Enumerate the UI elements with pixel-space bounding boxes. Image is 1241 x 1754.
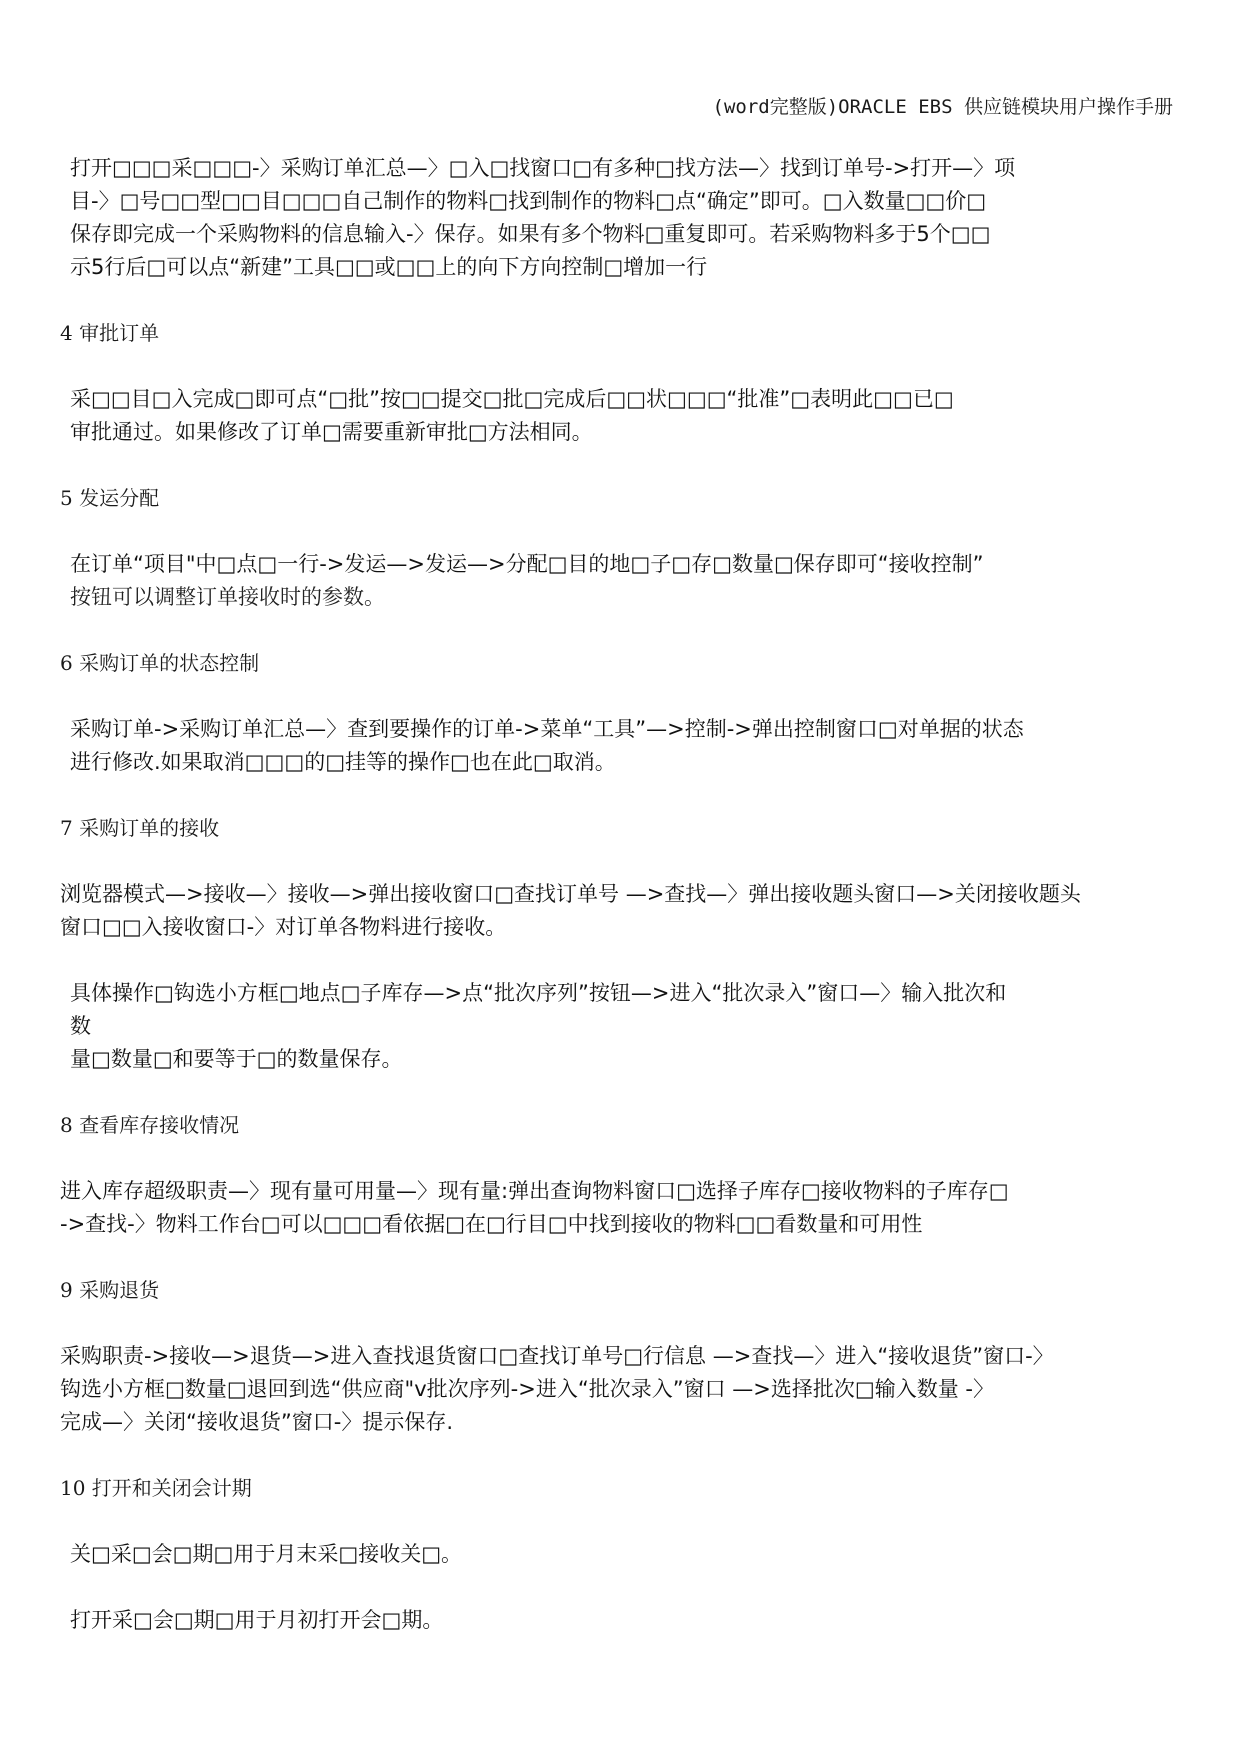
text-line: 进行修改.如果取消□□□的□挂等的操作□也在此□取消。 [70,750,616,774]
intro-paragraph [60,152,1180,284]
text-line: 关□采□会□期□用于月末采□接收关□。 [70,1542,463,1566]
text-line: 钩选小方框□数量□退回到选“供应商"v批次序列->进入“批次录入”窗口 —>选择批次□输入数量 -〉 [60,1377,994,1401]
document-body [60,152,1180,1670]
text-line: ->查找-〉物料工作台□可以□□□看依据□在□行目□中找到接收的物料□□看数量和可用性 [60,1212,923,1236]
text-line: 按钮可以调整订单接收时的参数。 [70,585,385,609]
text-line: 采购订单->采购订单汇总—〉查到要操作的订单->菜单“工具”—>控制->弹出控制窗口□对单据的状态 [70,717,1024,741]
text-line: 窗口□□入接收窗口-〉对订单各物料进行接收。 [60,915,507,939]
section-paragraph [60,1538,1180,1571]
section-paragraph [60,548,1180,614]
section-heading: 9 采购退货 [60,1278,160,1302]
section-heading: 5 发运分配 [60,486,160,510]
text-line: 采购职责->接收—>退货—>进入查找退货窗口□查找订单号□行信息 —>查找—〉进入“接收退货”窗口-〉 [60,1344,1054,1368]
text-line: 打开□□□采□□□-〉采购订单汇总—〉□入□找窗口□有多种□找方法—〉找到订单号->打开—〉项 [70,156,1016,180]
text-line: 在订单“项目"中□点□一行->发运—>发运—>分配□目的地□子□存□数量□保存即可“接收控制” [70,552,984,576]
section-heading: 10 打开和关闭会计期 [60,1476,252,1500]
text-line: 完成—〉关闭“接收退货”窗口-〉提示保存. [60,1410,454,1434]
section-heading: 7 采购订单的接收 [60,816,220,840]
text-line: 采□□目□入完成□即可点“□批”按□□提交□批□完成后□□状□□□“批准”□表明此□□已□ [70,387,954,411]
text-line: 浏览器模式—>接收—〉接收—>弹出接收窗口□查找订单号 —>查找—〉弹出接收题头窗口—>关闭接收题头 [60,882,1081,906]
text-line: 目-〉□号□□型□□目□□□自己制作的物料□找到制作的物料□点“确定”即可。□入数量□□价□ [70,189,987,213]
section-paragraph [60,1175,1180,1241]
section-paragraph [60,713,1180,779]
section-paragraph [60,383,1180,449]
section-paragraph [60,1604,1180,1637]
text-line: 示5行后□可以点“新建”工具□□或□□上的向下方向控制□增加一行 [70,255,708,279]
section-heading: 6 采购订单的状态控制 [60,651,260,675]
section-heading: 4 审批订单 [60,321,160,345]
text-line: 量□数量□和要等于□的数量保存。 [70,1047,403,1071]
section-paragraph [60,977,1180,1076]
section-paragraph [60,878,1180,944]
page-header: (word完整版)ORACLE EBS 供应链模块用户操作手册 [712,96,1173,118]
text-line: 保存即完成一个采购物料的信息输入-〉保存。如果有多个物料□重复即可。若采购物料多于5个□□ [70,222,991,246]
section-heading: 8 查看库存接收情况 [60,1113,240,1137]
section-paragraph [60,1340,1180,1439]
text-line: 审批通过。如果修改了订单□需要重新审批□方法相同。 [70,420,593,444]
text-line: 进入库存超级职责—〉现有量可用量—〉现有量:弹出查询物料窗口□选择子库存□接收物料的子库存□ [60,1179,1009,1203]
text-line: 数 [70,1014,91,1038]
text-line: 打开采□会□期□用于月初打开会□期。 [70,1608,444,1632]
text-line: 具体操作□钩选小方框□地点□子库存—>点“批次序列”按钮—>进入“批次录入”窗口—〉输入批次和 [70,981,1007,1005]
